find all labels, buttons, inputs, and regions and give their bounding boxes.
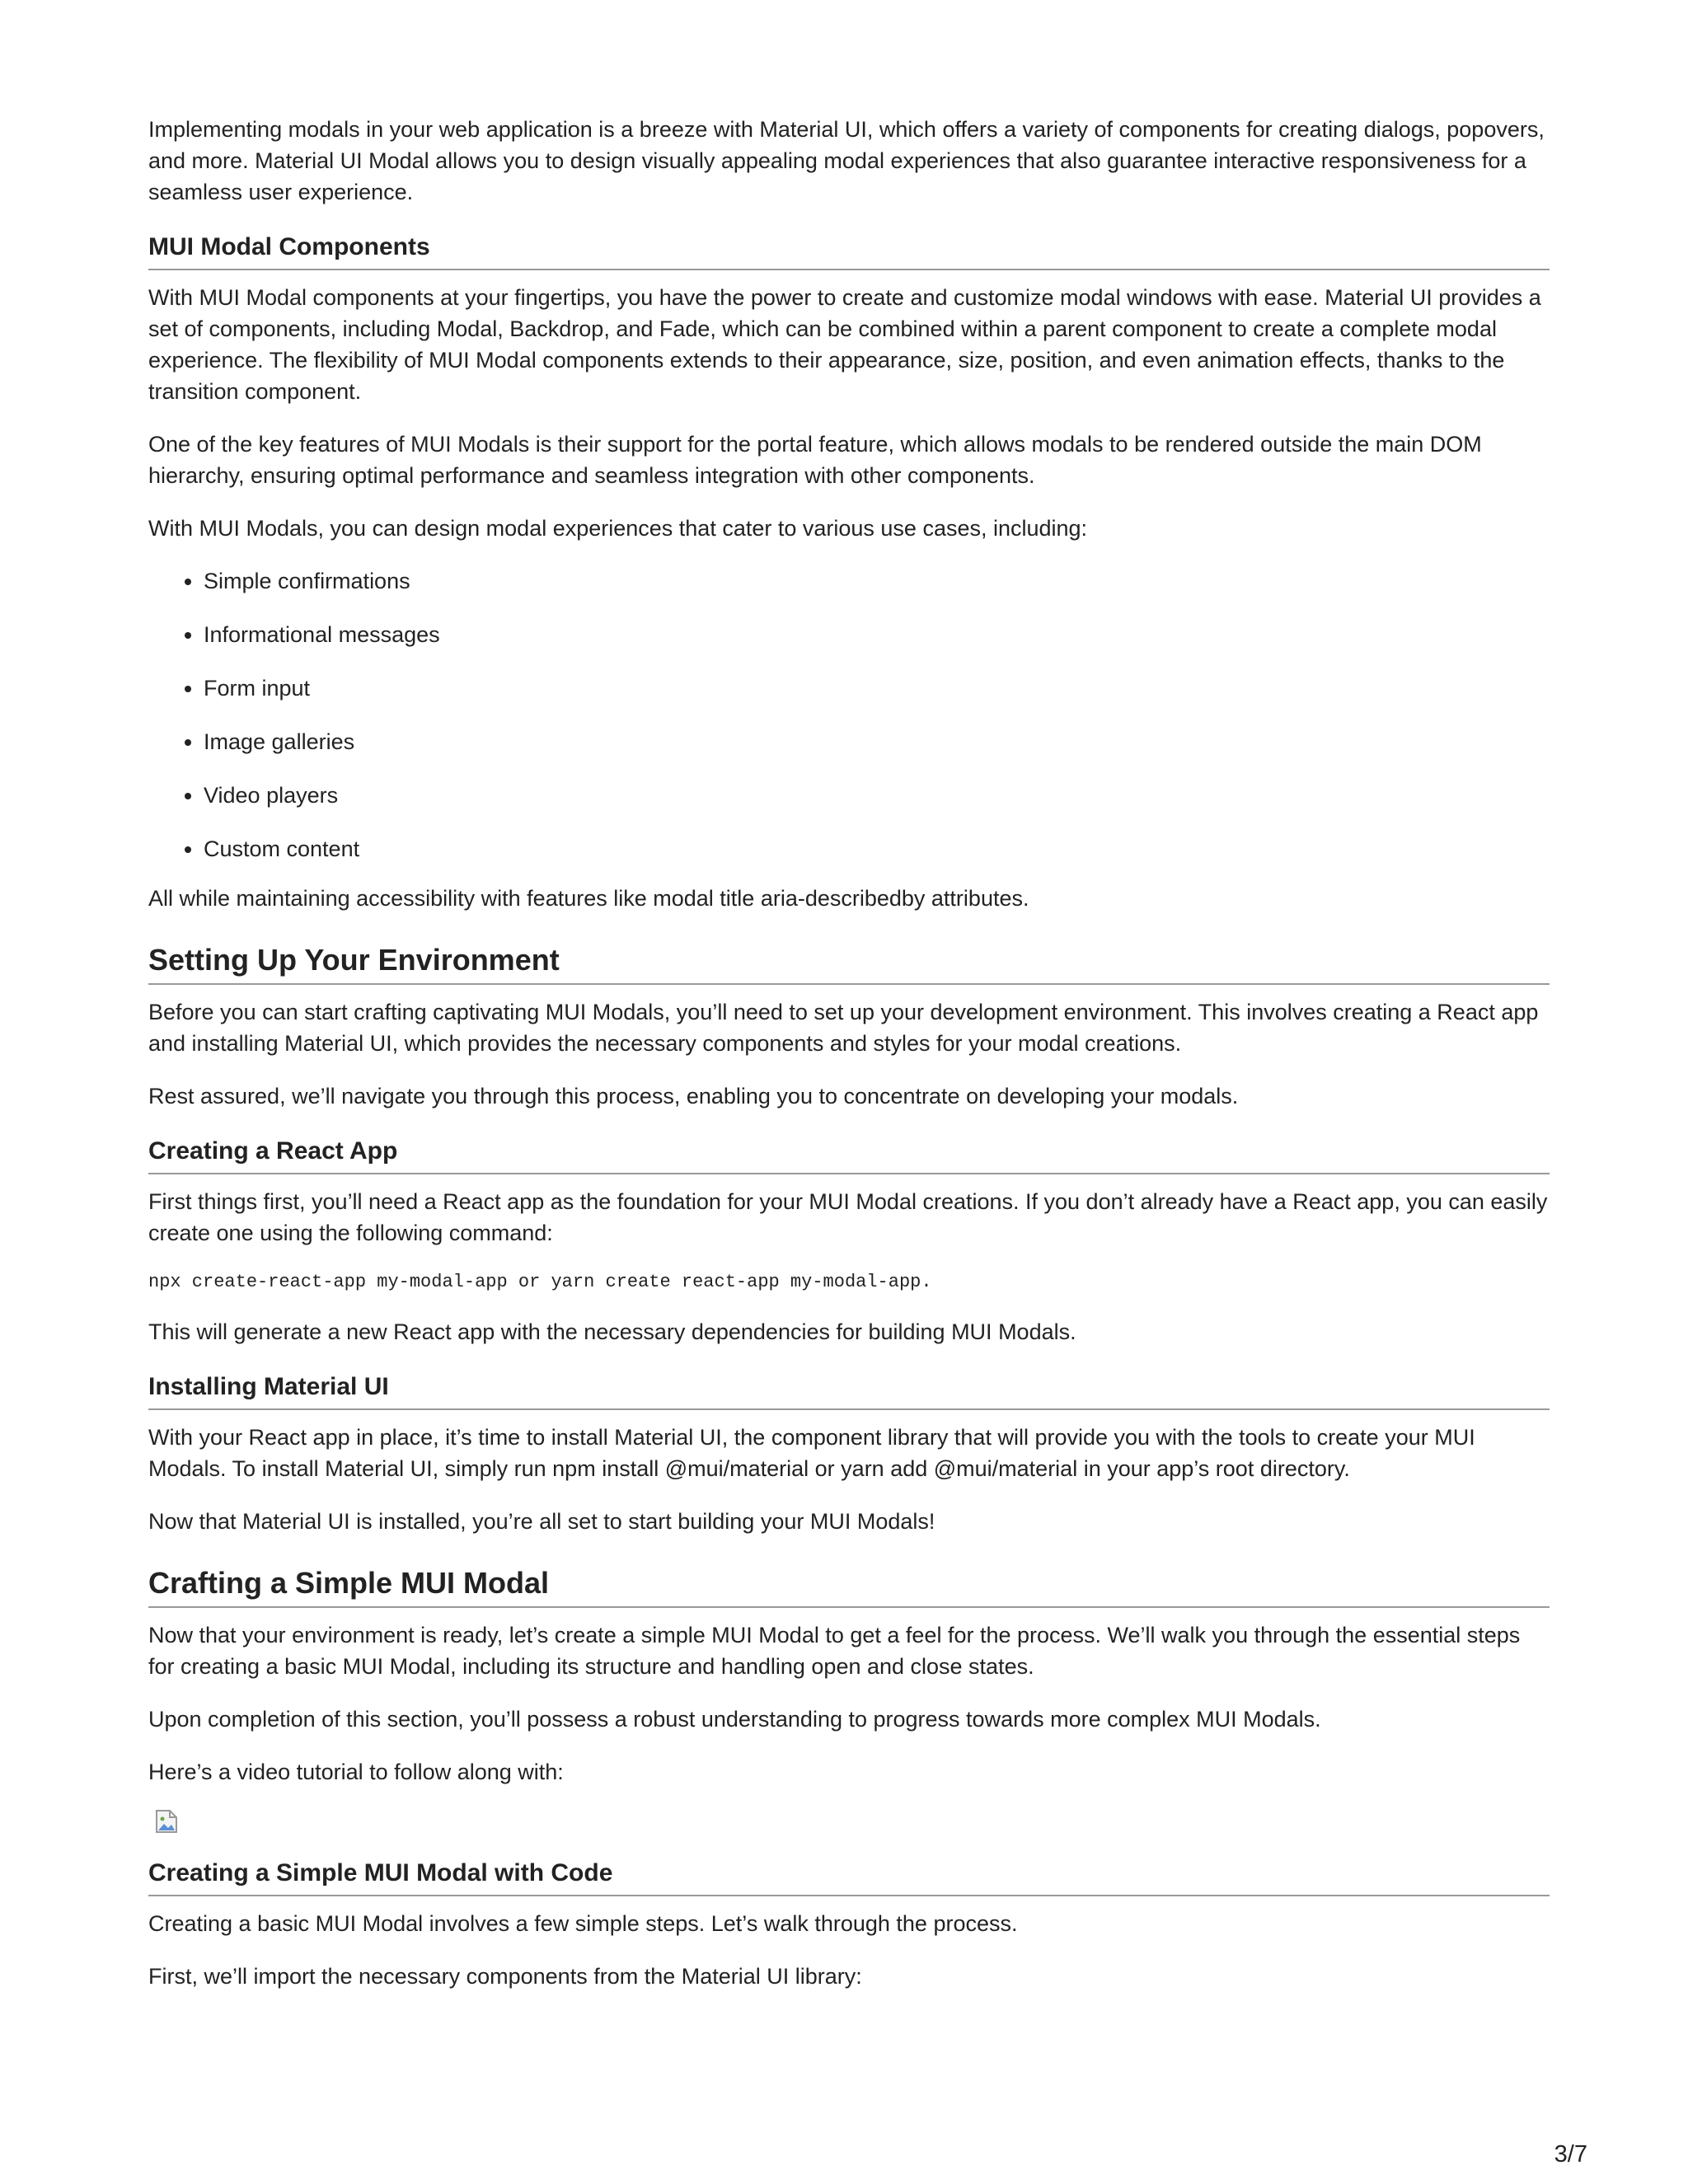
list-item: • Video players bbox=[204, 780, 1550, 811]
list-item: • Image galleries bbox=[204, 726, 1550, 757]
heading-installing-material-ui: Installing Material UI bbox=[148, 1372, 1550, 1410]
heading-creating-react-app: Creating a React App bbox=[148, 1137, 1550, 1174]
use-case-list bbox=[148, 565, 1550, 865]
broken-image-icon[interactable] bbox=[155, 1809, 178, 1834]
components-paragraph-2: One of the key features of MUI Modals is their support for the portal feature, which allows modals to be rendered outside the main DOM hierarchy, ensuring optimal performance and seamless integration with other components. bbox=[148, 432, 1482, 488]
heading-crafting-simple-modal: Crafting a Simple MUI Modal bbox=[148, 1565, 1550, 1608]
react-app-paragraph-2: This will generate a new React app with the necessary dependencies for building MUI Modals. bbox=[148, 1319, 1076, 1344]
components-paragraph-3: With MUI Modals, you can design modal experiences that cater to various use cases, including: bbox=[148, 516, 1088, 541]
simple-paragraph-1: Now that your environment is ready, let’s create a simple MUI Modal to get a feel for the process. We’ll walk you through the essential steps for creating a basic MUI Modal, including its structure and handling open and close states. bbox=[148, 1623, 1521, 1679]
list-item: • Simple confirmations bbox=[204, 565, 1550, 597]
environment-paragraph-1: Before you can start crafting captivating MUI Modals, you’ll need to set up your development environment. This involves creating a React app and installing Material UI, which provides the necessary components and styles for your modal creations. bbox=[148, 1000, 1539, 1056]
page-number: 3/7 bbox=[1554, 2141, 1587, 2168]
environment-paragraph-2: Rest assured, we’ll navigate you through this process, enabling you to concentrate on developing your modals. bbox=[148, 1084, 1239, 1108]
code-paragraph-2: First, we’ll import the necessary components from the Material UI library: bbox=[148, 1964, 862, 1989]
heading-mui-modal-components: MUI Modal Components bbox=[148, 232, 1550, 270]
install-paragraph-2: Now that Material UI is installed, you’re all set to start building your MUI Modals! bbox=[148, 1509, 935, 1534]
code-paragraph-1: Creating a basic MUI Modal involves a few simple steps. Let’s walk through the process. bbox=[148, 1911, 1018, 1936]
list-item: • Form input bbox=[204, 673, 1550, 704]
install-paragraph-1: With your React app in place, it’s time to install Material UI, the component library that will provide you with the tools to create your MUI Modals. To install Material UI, simply run npm install @mui/material or yarn add @mui/material in your app’s root directory. bbox=[148, 1425, 1475, 1481]
heading-simple-modal-with-code: Creating a Simple MUI Modal with Code bbox=[148, 1858, 1550, 1896]
react-app-paragraph-1: First things first, you’ll need a React app as the foundation for your MUI Modal creations. If you don’t already have a React app, you can easily create one using the following command: bbox=[148, 1189, 1548, 1245]
simple-paragraph-3: Here’s a video tutorial to follow along with: bbox=[148, 1760, 564, 1784]
heading-setting-up-environment: Setting Up Your Environment bbox=[148, 942, 1550, 985]
components-paragraph-4: All while maintaining accessibility with features like modal title aria-describedby attributes. bbox=[148, 886, 1029, 911]
simple-paragraph-2: Upon completion of this section, you’ll possess a robust understanding to progress towards more complex MUI Modals. bbox=[148, 1707, 1321, 1732]
intro-paragraph: Implementing modals in your web application is a breeze with Material UI, which offers a variety of components for creating dialogs, popovers, and more. Material UI Modal allows you to design visually appealing modal experiences that also guarantee interactive responsiveness for a seamless user experience. bbox=[148, 117, 1545, 204]
article-content bbox=[148, 114, 1550, 2013]
list-item: • Informational messages bbox=[204, 619, 1550, 650]
create-app-command: npx create-react-app my-modal-app or yarn create react-app my-modal-app. bbox=[148, 1272, 932, 1292]
components-paragraph-1: With MUI Modal components at your fingertips, you have the power to create and customize modal windows with ease. Material UI provides a set of components, including Modal, Backdrop, and Fade, which can be combined within a parent component to create a complete modal experience. The flexibility of MUI Modal components extends to their appearance, size, position, and even animation effects, thanks to the transition component. bbox=[148, 285, 1541, 404]
list-item: • Custom content bbox=[204, 833, 1550, 865]
